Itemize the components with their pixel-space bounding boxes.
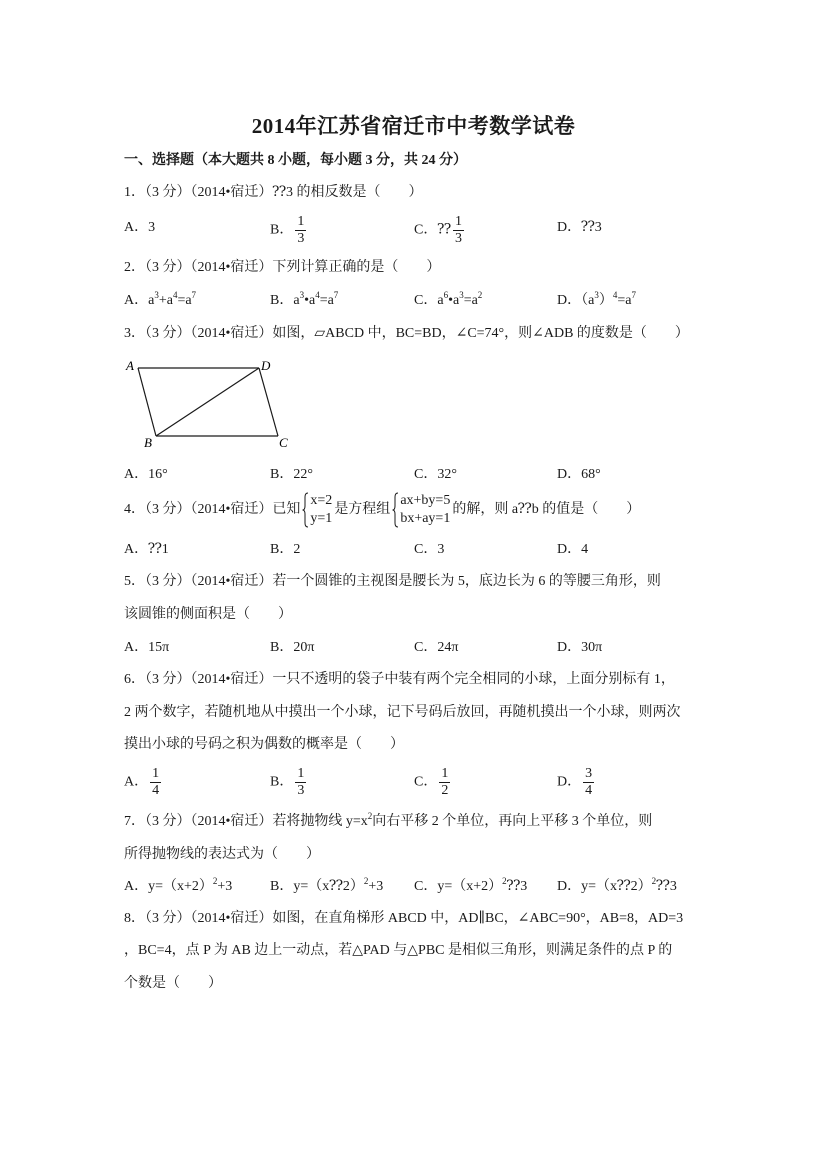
q4-option-c: C．3	[414, 542, 445, 557]
fraction-denominator: 3	[455, 231, 462, 246]
diagonal-bd	[156, 368, 259, 436]
fraction-denominator: 4	[585, 783, 593, 798]
q2-option-c	[414, 291, 482, 311]
question-7-stem-line-1	[124, 812, 652, 832]
q4-stem-prefix: 4．（3 分）（2014•宿迁）已知	[124, 502, 301, 517]
expr-text: B．y=（x⁇2）	[270, 879, 364, 894]
q6-option-b	[270, 766, 306, 799]
expr-text: +a	[158, 293, 173, 308]
q4-option-d: D．4	[557, 542, 589, 557]
exponent: 2	[502, 876, 507, 886]
question-1-stem: 1．（3 分）（2014•宿迁）⁇3 的相反数是（ ）	[124, 185, 423, 200]
q3-option-d: D．68°	[557, 467, 601, 482]
exponent: 2	[212, 876, 218, 886]
system-row: x=2	[310, 492, 333, 508]
exponent: 4	[612, 290, 618, 300]
fraction-numerator: 1	[152, 766, 160, 781]
q1-option-a: A．3	[124, 220, 156, 235]
exponent: 3	[459, 290, 464, 300]
expr-text: C．y=（x+2）	[414, 879, 503, 894]
question-2-stem: 2．（3 分）（2014•宿迁）下列计算正确的是（ ）	[124, 260, 441, 275]
fraction-denominator: 3	[297, 783, 305, 798]
expr-text: D．（a	[557, 293, 595, 308]
q7-option-d	[557, 877, 677, 897]
expr-text: ⁇3	[506, 879, 528, 894]
expr-text: =a	[617, 293, 632, 308]
q4-option-b: B．2	[270, 542, 301, 557]
exponent: 2	[651, 876, 657, 886]
q5-option-a: A．15π	[124, 640, 170, 655]
expr-text: ）	[598, 293, 613, 308]
q1-option-b	[270, 214, 306, 247]
exponent: 7	[191, 290, 197, 300]
expr-text: C．a	[414, 293, 444, 308]
expr-text: B．a	[270, 293, 300, 308]
exponent: 2	[477, 290, 483, 300]
q6-option-c-fraction	[439, 766, 450, 799]
option-prefix: B．	[270, 774, 294, 790]
q1-option-b-fraction	[295, 214, 306, 247]
expr-text: A．a	[124, 293, 155, 308]
q7-option-c	[414, 877, 527, 897]
question-8-stem-line-3: 个数是（ ）	[124, 976, 222, 991]
question-6-stem-line-3: 摸出小球的号码之积为偶数的概率是（ ）	[124, 737, 404, 752]
question-8-stem-line-1: 8．（3 分）（2014•宿迁）如图，在直角梯形 ABCD 中，AD∥BC，∠ABC=90°，AB=8，AD=3	[124, 911, 684, 926]
q6-option-d	[557, 766, 594, 799]
question-6-stem-line-2: 2 两个数字，若随机地从中摸出一个小球，记下号码后放回，再随机摸出一个小球，则两次	[124, 705, 681, 720]
exponent: 2	[363, 876, 369, 886]
exponent: 7	[333, 290, 339, 300]
system-row: ax+by=5	[400, 492, 451, 508]
exponent: 4	[315, 290, 320, 300]
q1-option-c	[414, 214, 464, 247]
system-row: y=1	[310, 510, 333, 526]
fraction-numerator: 1	[441, 766, 449, 781]
q4-option-a: A．⁇1	[124, 542, 169, 557]
option-prefix: C．	[414, 774, 438, 790]
equation-system	[392, 492, 450, 528]
q5-option-d: D．30π	[557, 640, 603, 655]
solution-system	[302, 492, 332, 528]
q6-option-d-fraction	[583, 766, 594, 799]
question-6-stem-line-1: 6．（3 分）（2014•宿迁）一只不透明的袋子中装有两个完全相同的小球，上面分别标有 1，	[124, 672, 675, 687]
q7-option-a	[124, 877, 232, 897]
q1-option-b-prefix: B．	[270, 222, 294, 238]
fraction-denominator: 3	[297, 231, 305, 246]
question-5-stem-line-2: 该圆锥的侧面积是（ ）	[124, 607, 292, 622]
expr-text: 向右平移 2 个单位，再向上平移 3 个单位，则	[372, 814, 653, 829]
option-prefix: D．	[557, 774, 582, 790]
fraction-denominator: 4	[152, 783, 160, 798]
q3-option-a: A．16°	[124, 467, 168, 482]
expr-text: 7．（3 分）（2014•宿迁）若将抛物线 y=x	[124, 814, 368, 829]
option-prefix: A．	[124, 774, 149, 790]
question-4-stem	[124, 490, 640, 530]
q2-option-a	[124, 291, 196, 311]
exponent: 3	[154, 290, 159, 300]
side-ab	[138, 368, 156, 436]
q2-option-d	[557, 291, 636, 311]
fraction-numerator: 1	[297, 214, 305, 229]
q3-option-b: B．22°	[270, 467, 313, 482]
expr-text: D．y=（x⁇2）	[557, 879, 652, 894]
question-5-stem-line-1: 5．（3 分）（2014•宿迁）若一个圆锥的主视图是腰长为 5，底边长为 6 的等腰三角形，则	[124, 574, 661, 589]
vertex-label-b: B	[144, 435, 152, 450]
q7-option-b	[270, 877, 383, 897]
vertex-label-c: C	[279, 435, 288, 450]
side-dc	[259, 368, 278, 436]
question-3-stem: 3．（3 分）（2014•宿迁）如图，▱ABCD 中，BC=BD，∠C=74°，则∠ADB 的度数是（ ）	[124, 326, 689, 341]
expr-text: •a	[304, 293, 316, 308]
expr-text: A．y=（x+2）	[124, 879, 213, 894]
expr-text: +3	[217, 879, 233, 894]
left-brace-icon	[302, 492, 309, 528]
q3-option-c: C．32°	[414, 467, 457, 482]
exponent: 4	[172, 290, 178, 300]
question-7-stem-line-2: 所得抛物线的表达式为（ ）	[124, 847, 320, 862]
expr-text: ⁇3	[656, 879, 677, 894]
q6-option-a-fraction	[150, 766, 161, 799]
q1-option-d: D．⁇3	[557, 220, 602, 235]
expr-text: =a	[319, 293, 334, 308]
page-title: 2014年江苏省宿迁市中考数学试卷	[251, 114, 576, 138]
q6-option-c	[414, 766, 450, 799]
expr-text: =a	[463, 293, 478, 308]
q6-option-a	[124, 766, 161, 799]
expr-text: +3	[368, 879, 384, 894]
fraction-numerator: 1	[455, 214, 462, 229]
expr-text: •a	[448, 293, 460, 308]
exponent: 6	[443, 290, 449, 300]
q5-option-c: C．24π	[414, 640, 459, 655]
vertex-label-d: D	[261, 358, 271, 373]
parallelogram-figure	[124, 358, 304, 450]
exponent: 3	[594, 290, 599, 300]
q4-stem-middle: 是方程组	[334, 502, 391, 517]
left-brace-icon	[392, 492, 399, 528]
section-heading: 一、选择题（本大题共 8 小题，每小题 3 分，共 24 分）	[124, 153, 467, 168]
q1-option-c-prefix: C．⁇	[414, 222, 451, 238]
fraction-numerator: 1	[297, 766, 305, 781]
question-8-stem-line-2: ，BC=4，点 P 为 AB 边上一动点，若△PAD 与△PBC 是相似三角形，则满足条件的点 P 的	[124, 943, 673, 958]
q4-stem-suffix: 的解，则 a⁇b 的值是（ ）	[452, 502, 641, 517]
exponent: 7	[631, 290, 636, 300]
fraction-numerator: 3	[585, 766, 593, 781]
q6-option-b-fraction	[295, 766, 306, 799]
expr-text: =a	[177, 293, 192, 308]
system-row: bx+ay=1	[400, 510, 451, 526]
q1-option-c-fraction	[453, 214, 464, 247]
exponent: 2	[367, 811, 373, 821]
q2-option-b	[270, 291, 338, 311]
vertex-label-a: A	[126, 358, 134, 373]
exponent: 3	[299, 290, 305, 300]
q5-option-b: B．20π	[270, 640, 315, 655]
fraction-denominator: 2	[441, 783, 449, 798]
